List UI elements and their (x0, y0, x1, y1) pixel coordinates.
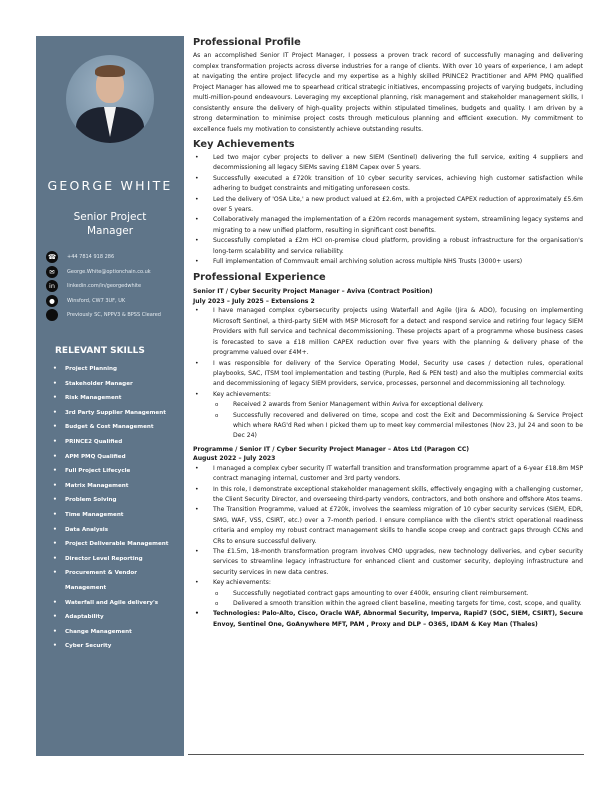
job-sub-bullets (193, 400, 583, 442)
profile-heading: Professional Profile (193, 37, 301, 48)
job-bullet: • Key achievements: (193, 390, 583, 400)
job-dates: July 2023 – July 2025 – Extensions 2 (193, 297, 315, 305)
job-aviva (193, 287, 583, 441)
job-bullets (193, 306, 583, 400)
technologies-list (193, 609, 583, 630)
achievements-heading: Key Achievements (193, 139, 295, 150)
skill-item: • Director Level Reporting (52, 552, 182, 567)
skill-item: • 3rd Party Supplier Management (52, 406, 182, 421)
skill-item: • Data Analysis (52, 523, 182, 538)
achievements-list (193, 153, 583, 267)
skill-item: • Waterfall and Agile delivery's (52, 596, 182, 611)
footer-divider (188, 754, 584, 755)
skill-item: • Time Management (52, 508, 182, 523)
job-sub-bullet: o Received 2 awards from Senior Management within Aviva for exceptional delivery. (193, 400, 583, 410)
contact-clearance (46, 308, 181, 323)
profile-text: As an accomplished Senior IT Project Manager, I possess a proven track record of successfully managing and delivering complex transformation projects across diverse industries for a range of clients. With over 10 years of experience, I am adept at navigating the entire project lifecycle and my expertise as a highly skilled PRINCE2 Practitioner and APM PMQ qualified Project Manager has allowed me to spearhead critical strategic initiatives, encompassing projects of varying budgets, including multi-million-pound endeavours. Leveraging my exceptional planning, risk management and stakeholder management skills, I consistently ensure the delivery of high-quality projects within stipulated timelines, budgets and quality. I am driven by a strong determination to minimise project costs through meticulous planning and efficient execution. My commitment to excellence fuels my motivation to consistently achieve outstanding results. (193, 52, 583, 133)
job-bullet: • The £1.5m, 18-month transformation program involves CMO upgrades, new technology deliveries, and cyber security services to streamline legacy infrastructure for enhanced client and customer security, deploying infrastructure and security services in new data centres. (193, 547, 583, 578)
job-bullet: • I have managed complex cybersecurity projects using Waterfall and Agile (Jira & ADO), focusing on implementing Microsoft Sentinel, a third-party SIEM with MSP Microsoft for a detect and respond service and retiring four legacy SIEM Providers with full service and technical decommissioning. These projects apart of a programme whose business cases is forecasted to save a £18 million CAPEX reduction over five years with the planning & delivery phase of the programme valued over £4M+. (193, 306, 583, 358)
job-bullet: • In this role, I demonstrate exceptional stakeholder management skills, effectively engaging with a challenging customer, the Client Security Director, and overseeing third-party vendors, contractors, and both onshore and offshore Atos teams. (193, 485, 583, 506)
clearance-icon (46, 309, 58, 321)
job-sub-bullet: o Delivered a smooth transition within the agreed client baseline, meeting targets for time, cost, scope, and quality. (193, 599, 583, 609)
skill-item: • Risk Management (52, 391, 182, 406)
skill-item: • Budget & Cost Management (52, 420, 182, 435)
job-bullet: • I managed a complex cyber security IT waterfall transition and transformation programme apart of a 6-year £18.8m MSP contract managing internal, customer and 3rd party vendors. (193, 464, 583, 485)
skill-item: • Full Project Lifecycle (52, 464, 182, 479)
achievement-item: • Successfully completed a £2m HCI on-premise cloud platform, providing a robust infrastructure for the organisation's long-term scalability and service reliability. (193, 236, 583, 257)
skill-item: • Project Planning (52, 362, 182, 377)
profile-photo (66, 55, 154, 143)
skill-item: • Matrix Management (52, 479, 182, 494)
location-icon: ● (46, 295, 58, 307)
achievement-item: • Led the delivery of 'OSA Lite,' a new product valued at £2.6m, with a projected CAPEX reduction of approximately £5.6m over 5 years. (193, 195, 583, 216)
contact-email (46, 265, 181, 280)
job-dates: August 2022 – July 2023 (193, 455, 276, 463)
achievement-item: • Successfully executed a £720k transition of 10 cyber security services, achieving high customer satisfaction while adhering to budget constraints and mitigating unforeseen costs. (193, 174, 583, 195)
contact-phone (46, 250, 181, 265)
contact-location (46, 294, 181, 309)
job-sub-bullet: o Successfully negotiated contract gaps amounting to over £400k, ensuring client reimbursement. (193, 589, 583, 599)
location-text: Winsford, CW7 3UF, UK (67, 297, 126, 304)
skills-heading: RELEVANT SKILLS (55, 346, 145, 356)
job-bullet: • The Transition Programme, valued at £720k, involves the seamless migration of 10 cyber security services (SIEM, EDR, SMG, WAF, VSS, CSIRT, etc.) over a 7-month period. I ensure compliance with the client's strict operational readiness criteria and employ my robust contract management skills to handle scope creep and contract gaps through CCNs and CRs to ensure successful delivery. (193, 505, 583, 547)
contact-linkedin (46, 279, 181, 294)
linkedin-url[interactable]: linkedin.com/in/georgedwhite (67, 283, 142, 290)
experience-heading: Professional Experience (193, 272, 326, 284)
skill-item: • PRINCE2 Qualified (52, 435, 182, 450)
linkedin-icon: in (46, 280, 58, 292)
skill-item: • Problem Solving (52, 493, 182, 508)
job-title: Senior IT / Cyber Security Project Manager – Aviva (Contract Position) (193, 288, 433, 296)
contact-list (46, 250, 181, 323)
skill-item: • Adaptability (52, 610, 182, 625)
job-atos (193, 445, 583, 631)
skills-list (52, 362, 182, 654)
clearance-text: Previously SC, NPPV3 & BPSS Cleared (67, 312, 161, 319)
job-sub-bullet: o Successfully recovered and delivered on time, scope and cost the Exit and Decommissioning & Service Project which where RAG'd Red when I picked them up to meet key commercial milestones (Nov 23, Jul 24 and soon to be Dec 24) (193, 411, 583, 442)
job-title: Programme / Senior IT / Cyber Security Project Manager – Atos Ltd (Paragon CC) (193, 445, 470, 453)
job-bullets (193, 464, 583, 589)
technologies-item: • Technologies: Palo-Alto, Cisco, Oracle WAF, Abnormal Security, Imperva, Rapid7 (SOC, SIEM, CSIRT), Secure Envoy, Sentinel One, GoAnywhere MFT, PAM , Proxy and DLP – O365, IDAM & Key Man (Thales) (193, 609, 583, 630)
skill-item: • Procurement & Vendor Management (52, 566, 145, 595)
candidate-role: Senior Project Manager (73, 211, 147, 237)
achievement-item: • Collaboratively managed the implementation of a £20m records management system, streamlining legacy systems and migrating to a new unified platform, resulting in significant cost benefits. (193, 215, 583, 236)
job-bullet: • I was responsible for delivery of the Service Operating Model, Security use cases / detection rules, operational playbooks, SAC, ITSM tool implementation and testing (Purple, Red & PEN test) and also the multiples commercial exits and decommissioning of legacy SIEM providers, service, processes, personnel and decommissioning all technology. (193, 359, 583, 390)
job-bullet: • Key achievements: (193, 578, 583, 588)
job-sub-bullets (193, 589, 583, 610)
skill-item: • APM PMQ Qualified (52, 450, 182, 465)
email-icon: ✉ (46, 266, 58, 278)
skill-item: • Project Deliverable Management (52, 537, 182, 552)
email-address[interactable]: George.White@optionchain.co.uk (67, 268, 151, 275)
phone-icon: ☎ (47, 253, 57, 262)
achievement-item: • Full implementation of Commvault email archiving solution across multiple NHS Trusts (3000+ users) (193, 257, 583, 267)
skill-item: • Change Management (52, 625, 182, 640)
candidate-name: GEORGE WHITE (47, 178, 173, 193)
skill-item: • Cyber Security (52, 639, 182, 654)
skill-item: • Stakeholder Manager (52, 377, 182, 392)
phone-number[interactable]: +44 7814 918 286 (67, 254, 115, 261)
main-content (193, 37, 583, 630)
sidebar (36, 36, 184, 756)
achievement-item: • Led two major cyber projects to deliver a new SIEM (Sentinel) delivering the full service, exiting 4 suppliers and decommissioning all legacy SIEMs saving £18M Capex over 5 years. (193, 153, 583, 174)
